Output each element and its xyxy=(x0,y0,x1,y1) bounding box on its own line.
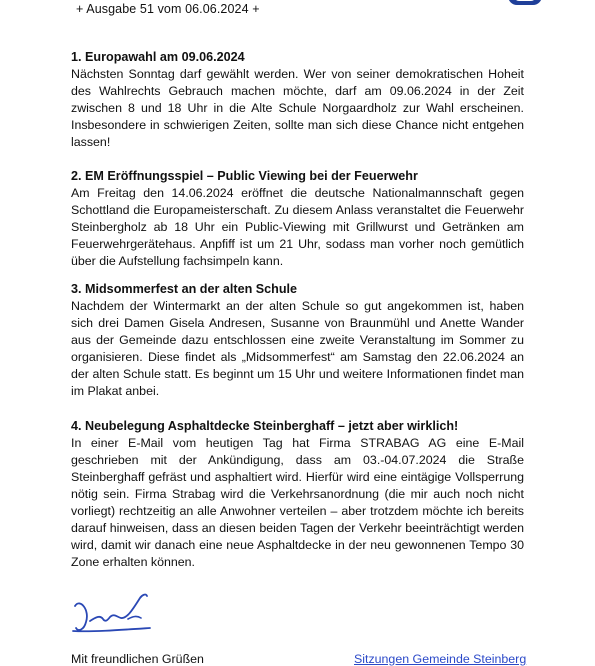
handwritten-signature xyxy=(70,590,152,638)
section-public-viewing xyxy=(71,168,524,270)
section-midsommerfest xyxy=(71,281,524,400)
section-body: Nachdem der Wintermarkt an der alten Schule so gut angekommen ist, haben sich drei Damen Gisela Andresen, Susanne von Braunmühl und Anette Wander aus der Gemeinde dazu entschlossen eine zweite Veranstaltung im Sommer zu organisieren. Diese findet als „Midsommerfest“ am Samstag den 22.06.2024 an der alten Schule statt. Es beginnt um 15 Uhr und weitere Informationen findet man im Plakat anbei. xyxy=(71,299,524,398)
section-europawahl xyxy=(71,49,524,151)
section-heading: 3. Midsommerfest an der alten Schule xyxy=(71,282,298,296)
section-asphaltdecke xyxy=(71,418,524,571)
closing-greeting: Mit freundlichen Grüßen xyxy=(71,652,204,666)
section-body: Am Freitag den 14.06.2024 eröffnet die deutsche Nationalmannschaft gegen Schottland die Europameisterschaft. Zu diesem Anlass veranstaltet die Feuerwehr Steinbergholz ab 18 Uhr ein Public-Viewing mit Grillwurst und Getränken am Feuerwehrgerätehaus. Anpfiff ist um 21 Uhr, sodass man vorher noch gemütlich über die Aufstellung fachsimpeln kann. xyxy=(71,186,524,268)
issue-line: + Ausgabe 51 vom 06.06.2024 + xyxy=(76,2,260,16)
section-heading: 1. Europawahl am 09.06.2024 xyxy=(71,50,245,64)
section-heading: 2. EM Eröffnungsspiel – Public Viewing bei der Feuerwehr xyxy=(71,169,418,183)
section-body: Nächsten Sonntag darf gewählt werden. Wer von seiner demokratischen Hoheit des Wahlrechts Gebrauch machen möchte, darf am 09.06.2024 in der Zeit zwischen 8 und 18 Uhr in die Alte Schule Norgaardholz zur Wahl erscheinen. Insbesondere in schwierigen Zeiten, sollte man sich diese Chance nicht entgehen lassen! xyxy=(71,67,524,149)
municipality-logo xyxy=(508,0,542,5)
section-body: In einer E-Mail vom heutigen Tag hat Firma STRABAG AG eine E-Mail geschrieben mit der Ankündigung, dass am 03.-04.07.2024 die Straße Steinberghaff gefräst und asphaltiert wird. Hierfür wird eine eintägige Vollsperrung nötig sein. Firma Strabag wird die Verkehrsanordnung (die mir auch noch nicht vorliegt) rechtzeitig an alle Anwohner verteilen – aber trotzdem möchte ich bereits darauf hinweisen, dass an diesen beiden Tagen der Verkehr beeinträchtigt werden wird, damit wir danach eine neue Asphaltdecke in der neu gewonnenen Tempo 30 Zone erhalten können. xyxy=(71,436,524,569)
meetings-link[interactable]: Sitzungen Gemeinde Steinberg xyxy=(354,652,527,666)
section-heading: 4. Neubelegung Asphaltdecke Steinberghaff – jetzt aber wirklich! xyxy=(71,419,459,433)
